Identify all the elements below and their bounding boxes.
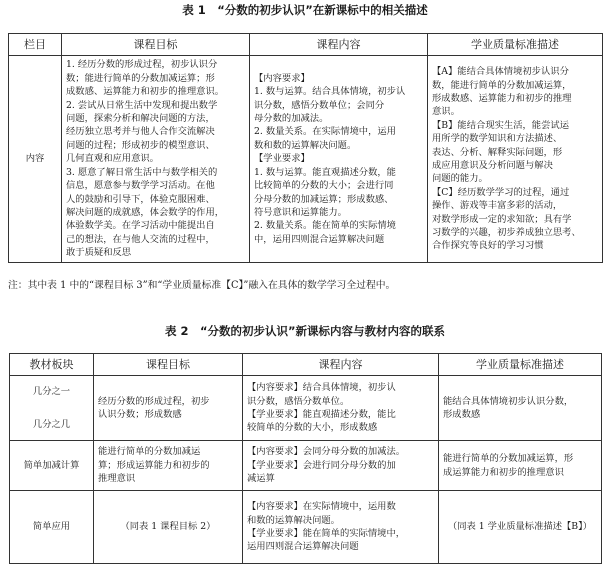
text-line: 信息，愿意参与数学学习活动。在他 bbox=[66, 180, 215, 192]
table1-content-cell bbox=[250, 56, 428, 263]
text-line: 人的鼓励和引导下，体验克服困难、 bbox=[66, 193, 215, 205]
text-line: 经历独立思考并与他人合作交流解决 bbox=[66, 126, 215, 138]
table2-quality-cell bbox=[439, 376, 602, 441]
text-line: 减运算 bbox=[247, 473, 275, 485]
table2-content-cell bbox=[243, 441, 439, 491]
table2-row-label bbox=[10, 491, 94, 564]
table1-caption: 表 1 “分数的初步认识”在新课标中的相关描述 bbox=[182, 3, 428, 17]
text-line: 习数学的兴趣，初步养成独立思考、 bbox=[432, 227, 581, 239]
text-line: 和数的运算解决问题。 bbox=[247, 514, 340, 526]
text-line: 较简单的分数的大小，形成数感 bbox=[247, 422, 378, 434]
text-line: （同表 1 课程目标 2） bbox=[120, 521, 216, 533]
text-line: 简单应用 bbox=[32, 521, 71, 533]
text-line: 几分之几 bbox=[32, 419, 71, 430]
text-line: 敢于质疑和反思 bbox=[66, 247, 132, 259]
text-line: 分母分数的加减运算；形成数感、 bbox=[254, 193, 394, 205]
text-line: 合作探究等良好的学习习惯 bbox=[432, 240, 544, 252]
table2-content-cell bbox=[243, 491, 439, 564]
table1-header-quality: 学业质量标准描述 bbox=[428, 34, 603, 56]
table2-header-quality: 学业质量标准描述 bbox=[439, 354, 602, 376]
table1-header-column: 栏目 bbox=[9, 34, 62, 56]
text-line: 1. 经历分数的形成过程，初步认识分 bbox=[66, 59, 218, 71]
text-line: 【C】经历数学学习的过程，通过 bbox=[432, 186, 570, 198]
text-line: 2. 数量关系。能在简单的实际情境 bbox=[254, 220, 396, 232]
text-line: 简单加减计算 bbox=[23, 459, 80, 471]
text-line: 母分数的加减法。 bbox=[254, 113, 329, 125]
text-line: 形成数感 bbox=[443, 409, 481, 420]
text-line: 2. 数量关系。在实际情境中，运用 bbox=[254, 126, 396, 138]
text-line: 意识。 bbox=[432, 106, 460, 118]
text-line: 数，能进行简单的分数加减运算， bbox=[432, 79, 572, 91]
text-line: 问题的过程；形成初步的模型意识、 bbox=[66, 139, 215, 151]
text-line: 能进行简单的分数加减运算，形 bbox=[443, 453, 574, 465]
text-line: 中，运用四则混合运算解决问题 bbox=[254, 233, 385, 245]
text-line: 【内容要求】在实际情境中，运用数 bbox=[247, 501, 396, 513]
text-line: 成应用意识及分析问题与解决 bbox=[432, 160, 553, 171]
text-line: 【学业要求】能直观描述分数，能比 bbox=[247, 409, 396, 420]
text-line: 【学业要求】能在简单的实际情境中， bbox=[247, 528, 406, 539]
text-line: 识分数，感悟分数单位；会同分 bbox=[254, 99, 385, 111]
table1 bbox=[8, 33, 603, 263]
text-line: 3. 愿意了解日常生活中与数学相关的 bbox=[66, 166, 218, 178]
text-line: 问题，探索分析和解决问题的方法， bbox=[66, 113, 215, 125]
table2 bbox=[9, 353, 602, 564]
text-line: 解决问题的成就感，体会数学的作用， bbox=[66, 206, 225, 218]
table2-quality-cell bbox=[439, 491, 602, 564]
table2-row-label bbox=[10, 376, 94, 441]
text-line: 几何直观和应用意识。 bbox=[66, 153, 159, 165]
text-line: 形成数感、运算能力和初步的推理 bbox=[432, 92, 572, 104]
text-line: 运用四则混合运算解决问题 bbox=[247, 541, 359, 553]
text-line: 数；能进行简单的分数加减运算；形 bbox=[66, 72, 215, 84]
table2-caption: 表 2 “分数的初步认识”新课标内容与教材内容的联系 bbox=[164, 324, 446, 338]
text-line: 【内容要求】会同分母分数的加减法。 bbox=[247, 446, 406, 458]
text-line: 【B】能结合现实生活，能尝试运 bbox=[432, 119, 569, 131]
table1-header-goals: 课程目标 bbox=[62, 34, 250, 56]
text-line: 比较简单的分数的大小；会进行同 bbox=[254, 180, 394, 192]
table2-goals-cell bbox=[94, 491, 243, 564]
text-line: 几分之一 bbox=[32, 385, 71, 397]
text-line: 能结合具体情境初步认识分数， bbox=[443, 395, 574, 407]
text-line: 成运算能力和初步的推理意识 bbox=[443, 466, 564, 478]
text-line: 算；形成运算能力和初步的 bbox=[98, 459, 210, 471]
text-line: （同表 1 学业质量标准描述【B】） bbox=[447, 521, 593, 533]
table2-row-fractions bbox=[10, 376, 602, 441]
table2-row-application bbox=[10, 491, 602, 564]
table1-quality-cell bbox=[428, 56, 603, 263]
table1-header-content: 课程内容 bbox=[250, 34, 428, 56]
text-line: 1. 数与运算。能直观描述分数，能 bbox=[254, 166, 396, 178]
text-line: 对数学形成一定的求知欲；具有学 bbox=[432, 213, 572, 225]
text-line: 【内容要求】 bbox=[254, 72, 310, 84]
table2-row-calculation bbox=[10, 441, 602, 491]
table2-goals-cell bbox=[94, 441, 243, 491]
table2-header-goals: 课程目标 bbox=[94, 354, 243, 376]
table2-header-section: 教材板块 bbox=[10, 354, 94, 376]
text-line: 数和数的运算解决问题。 bbox=[254, 139, 357, 151]
text-line: 认识分数；形成数感 bbox=[98, 409, 182, 420]
text-line: 体验数学美。在学习活动中能提出自 bbox=[66, 220, 215, 232]
table1-row-label: 内容 bbox=[9, 56, 62, 263]
table2-quality-cell bbox=[439, 441, 602, 491]
table2-header-row bbox=[10, 354, 602, 376]
text-line: 【学业要求】会进行同分母分数的加 bbox=[247, 459, 396, 471]
text-line: 成数感、运算能力和初步的推理意识。 bbox=[66, 86, 225, 98]
text-line: 操作、游戏等丰富多彩的活动， bbox=[432, 200, 563, 212]
text-line: 推理意识 bbox=[98, 473, 136, 485]
text-line: 1. 数与运算。结合具体情境，初步认 bbox=[254, 86, 406, 98]
table2-header-content: 课程内容 bbox=[243, 354, 439, 376]
text-line: 识分数，感悟分数单位。 bbox=[247, 395, 350, 407]
table2-row-label bbox=[10, 441, 94, 491]
text-line: 2. 尝试从日常生活中发现和提出数学 bbox=[66, 99, 218, 111]
text-line: 【学业要求】 bbox=[254, 153, 310, 165]
text-line: 表达、分析、解释实际问题，形 bbox=[432, 146, 563, 158]
text-line: 符号意识和运算能力。 bbox=[254, 206, 347, 218]
table2-goals-cell bbox=[94, 376, 243, 441]
table2-content-cell bbox=[243, 376, 439, 441]
table1-content-row bbox=[9, 56, 603, 263]
text-line: 问题的能力。 bbox=[432, 173, 488, 185]
text-line: 【A】能结合具体情境初步认识分 bbox=[432, 66, 569, 78]
table1-goals-cell bbox=[62, 56, 250, 263]
table1-note: 注：其中表 1 中的“课程目标 3”和“学业质量标准【C】”融入在具体的数学学习全过程中。 bbox=[8, 280, 396, 291]
text-line: 己的想法，在与他人交流的过程中， bbox=[66, 233, 215, 245]
table1-header-row bbox=[9, 34, 603, 56]
text-line: 【内容要求】结合具体情境，初步认 bbox=[247, 382, 396, 394]
text-line: 用所学的数学知识和方法描述、 bbox=[432, 133, 563, 145]
text-line: 能进行简单的分数加减运 bbox=[98, 446, 201, 458]
text-line: 经历分数的形成过程，初步 bbox=[98, 395, 210, 407]
